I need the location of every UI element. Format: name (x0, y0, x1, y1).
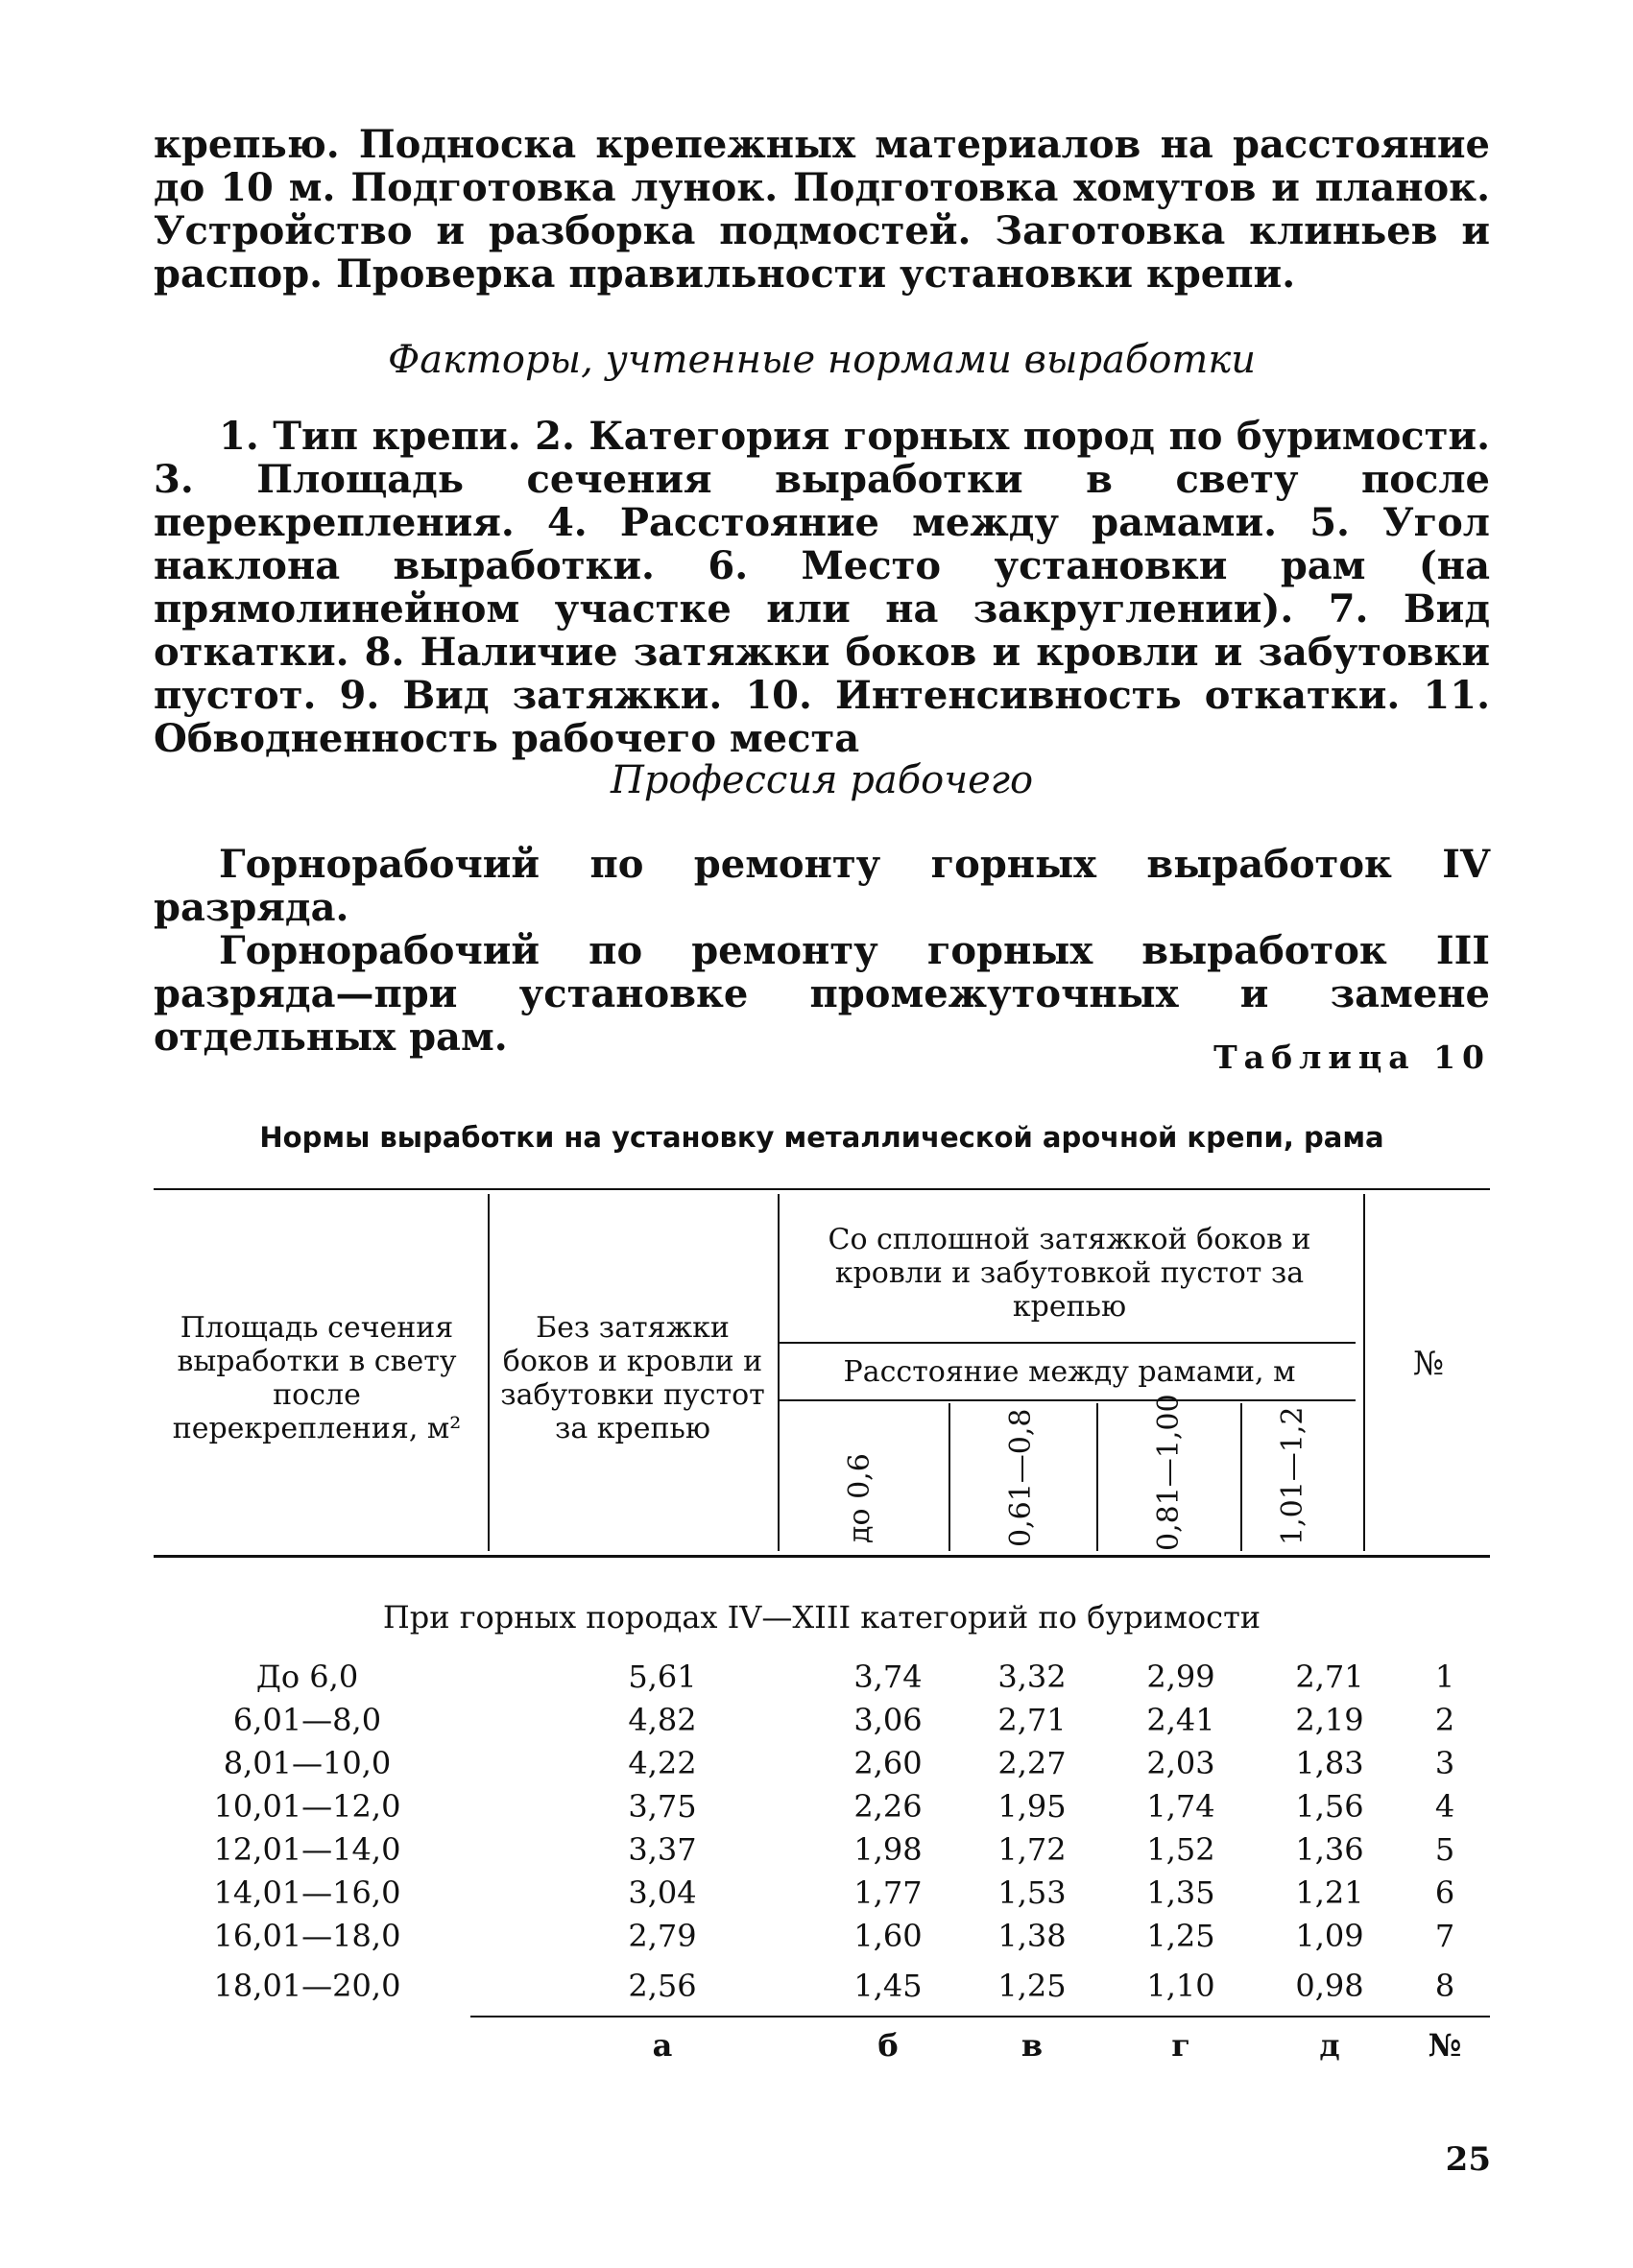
cell-g: 2,99 (1146, 1659, 1215, 1695)
cell-g: 1,10 (1146, 1968, 1215, 2004)
cell-a: 3,04 (628, 1874, 697, 1911)
header-with-lagging: Со сплошной затяжкой боков и кровли и забутовкой пустот за крепью (828, 1223, 1311, 1324)
cell-area: 18,01—20,0 (213, 1968, 401, 2004)
cell-d: 2,71 (1295, 1659, 1364, 1695)
header-number: № (1412, 1345, 1445, 1383)
cell-number: 4 (1434, 1788, 1455, 1825)
rule-lagging (780, 1342, 1356, 1344)
heading-factors: Факторы, учтенные нормами выработки (388, 338, 1256, 382)
table-label: Таблица 10 (1213, 1039, 1491, 1076)
cell-number: 3 (1434, 1745, 1455, 1781)
cell-b: 2,26 (853, 1788, 923, 1825)
cell-d: 1,56 (1295, 1788, 1364, 1825)
table-row (0, 1659, 1633, 1697)
cell-d: 2,19 (1295, 1702, 1364, 1738)
table-row (0, 1745, 1633, 1783)
cell-number: 2 (1434, 1702, 1455, 1738)
table-top-rule (154, 1188, 1490, 1190)
cell-area: 12,01—14,0 (213, 1831, 401, 1868)
cell-a: 3,37 (628, 1831, 697, 1868)
profession-paragraph (154, 843, 1490, 1059)
cell-area: 14,01—16,0 (213, 1874, 401, 1911)
table-subheading: При горных породах IV—XIII категорий по буримости (382, 1599, 1261, 1635)
paragraph-factors: 1. Тип крепи. 2. Категория горных пород по буримости. 3. Площадь сечения выработки в свету после перекрепления. 4. Расстояние между рамами. 5. Угол наклона выработки. 6. Место установки рам (на прямолинейном участке или на закруглении). 7. Вид откатки. 8. Наличие затяжки боков и кровли и забутовки пустот. 9. Вид затяжки. 10. Интенсивность откатки. 11. Обводненность рабочего места (154, 414, 1490, 761)
header-d1: до 0,6 (843, 1453, 877, 1543)
cell-g: 2,03 (1146, 1745, 1215, 1781)
profession-line-1: Горнорабочий по ремонту горных выработок IV разряда. (154, 842, 1490, 930)
cell-g: 1,52 (1146, 1831, 1215, 1868)
factors-paragraph (154, 415, 1490, 760)
cell-a: 5,61 (628, 1659, 697, 1695)
header-d2: 0,61—0,8 (1004, 1408, 1038, 1547)
cell-g: 2,41 (1146, 1702, 1215, 1738)
cell-number: 6 (1434, 1874, 1455, 1911)
divider-number (1363, 1194, 1365, 1551)
cell-d: 1,83 (1295, 1745, 1364, 1781)
cell-area: До 6,0 (255, 1659, 359, 1695)
cell-number: 5 (1434, 1831, 1455, 1868)
cell-v: 1,25 (997, 1968, 1067, 2004)
cell-b: 3,06 (853, 1702, 923, 1738)
table-row (0, 1831, 1633, 1870)
table-header-rule (154, 1555, 1490, 1558)
intro-paragraph (154, 123, 1490, 296)
cell-v: 2,27 (997, 1745, 1067, 1781)
cell-area: 10,01—12,0 (213, 1788, 401, 1825)
cell-v: 1,72 (997, 1831, 1067, 1868)
header-no-lagging: Без затяжки боков и кровли и забутовки пустот за крепью (500, 1311, 765, 1445)
cell-d: 0,98 (1295, 1968, 1364, 2004)
rule-distance (780, 1399, 1356, 1401)
table-title: Нормы выработки на установку металлической арочной крепи, рама (259, 1121, 1384, 1154)
cell-d: 1,21 (1295, 1874, 1364, 1911)
divider-area (488, 1194, 490, 1551)
cell-v: 1,53 (997, 1874, 1067, 1911)
table-row (0, 1918, 1633, 1956)
cell-a: 4,82 (628, 1702, 697, 1738)
table-row (0, 1968, 1633, 2006)
cell-area: 8,01—10,0 (223, 1745, 392, 1781)
cell-b: 1,60 (853, 1918, 923, 1954)
footer-b: б (877, 2027, 899, 2064)
footer-v: в (1021, 2027, 1044, 2064)
footer-g: г (1171, 2027, 1190, 2064)
table-bottom-rule (470, 2016, 1490, 2017)
divider-d2 (1096, 1403, 1098, 1551)
cell-number: 8 (1434, 1968, 1455, 2004)
cell-a: 4,22 (628, 1745, 697, 1781)
cell-number: 1 (1434, 1659, 1455, 1695)
cell-area: 6,01—8,0 (232, 1702, 382, 1738)
cell-v: 1,95 (997, 1788, 1067, 1825)
cell-d: 1,09 (1295, 1918, 1364, 1954)
cell-number: 7 (1434, 1918, 1455, 1954)
cell-g: 1,25 (1146, 1918, 1215, 1954)
divider-no-lagging (778, 1194, 780, 1551)
header-distance: Расстояние между рамами, м (843, 1355, 1296, 1389)
cell-b: 1,98 (853, 1831, 923, 1868)
cell-b: 2,60 (853, 1745, 923, 1781)
table-row (0, 1874, 1633, 1913)
heading-profession: Профессия рабочего (610, 758, 1034, 802)
cell-d: 1,36 (1295, 1831, 1364, 1868)
cell-a: 3,75 (628, 1788, 697, 1825)
paragraph-1: крепью. Подноска крепежных материалов на расстояние до 10 м. Подготовка лунок. Подготовка хомутов и планок. Устройство и разборка подмостей. Заготовка клиньев и распор. Проверка правильности установки крепи. (154, 122, 1490, 297)
cell-v: 1,38 (997, 1918, 1067, 1954)
footer-number: № (1428, 2027, 1462, 2064)
footer-a: а (652, 2027, 673, 2064)
profession-line-2: Горнорабочий по ремонту горных выработок III разряда—при установке промежуточных и замене отдельных рам. (154, 928, 1490, 1060)
header-d3: 0,81—1,00 (1152, 1394, 1186, 1551)
table-row (0, 1788, 1633, 1826)
cell-b: 1,77 (853, 1874, 923, 1911)
cell-a: 2,56 (628, 1968, 697, 2004)
cell-b: 3,74 (853, 1659, 923, 1695)
footer-d: д (1319, 2027, 1340, 2064)
cell-b: 1,45 (853, 1968, 923, 2004)
cell-a: 2,79 (628, 1918, 697, 1954)
cell-v: 2,71 (997, 1702, 1067, 1738)
divider-d1 (949, 1403, 950, 1551)
header-area: Площадь сечения выработки в свету после перекрепления, м² (172, 1311, 462, 1445)
divider-d3 (1240, 1403, 1242, 1551)
cell-area: 16,01—18,0 (213, 1918, 401, 1954)
header-d4: 1,01—1,2 (1276, 1406, 1309, 1545)
table-row (0, 1702, 1633, 1740)
cell-v: 3,32 (997, 1659, 1067, 1695)
cell-g: 1,35 (1146, 1874, 1215, 1911)
cell-g: 1,74 (1146, 1788, 1215, 1825)
page-number: 25 (1445, 2140, 1491, 2179)
